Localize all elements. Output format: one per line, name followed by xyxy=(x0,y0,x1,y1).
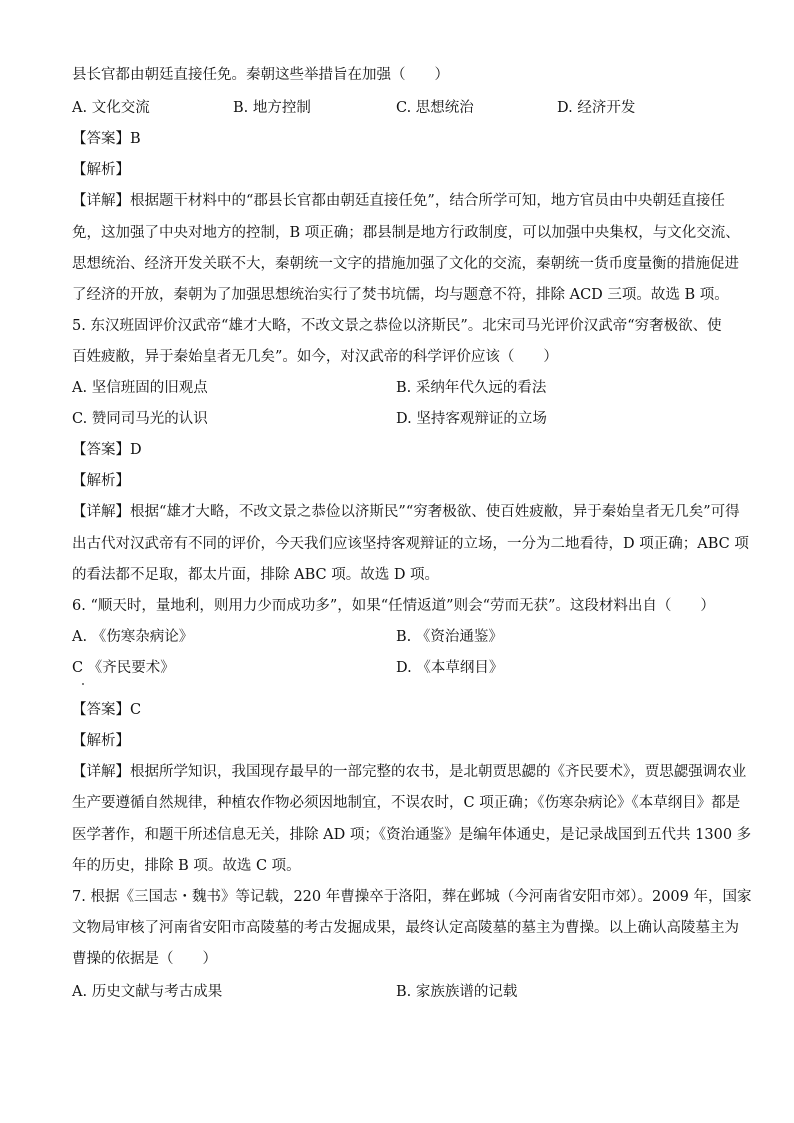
q5-detail-line: 【详解】根据“雄才大略，不改文景之恭俭以济斯民”“穷奢极欲、使百姓疲敝，异于秦始皇者无几矣”可得 xyxy=(72,504,740,520)
q6-stem: 6. “顺天时，量地利，则用力少而成功多”，如果“任情返道”则会“劳而无获”。这段材料出自（ ） xyxy=(72,598,715,614)
q4-option-a: A. 文化交流 xyxy=(72,100,150,116)
q5-option-a: A. 坚信班固的旧观点 xyxy=(72,380,208,396)
stray-dot xyxy=(82,683,84,685)
q5-detail-line: 的看法都不足取，都太片面，排除 ABC 项。故选 D 项。 xyxy=(72,567,440,583)
q4-detail-line: 思想统治、经济开发关联不大，秦朝统一文字的措施加强了文化的交流，秦朝统一货币度量衡的措施促进 xyxy=(72,256,739,272)
q5-option-c: C. 赞同司马光的认识 xyxy=(72,411,208,427)
q4-detail-line: 了经济的开放，秦朝为了加强思想统治实行了焚书坑儒，均与题意不符，排除 ACD 三项。故选 B 项。 xyxy=(72,287,729,303)
q6-detail-line: 【详解】根据所学知识，我国现存最早的一部完整的农书，是北朝贾思勰的《齐民要术》，贾思勰强调农业 xyxy=(72,764,747,780)
q4-analysis-heading: 【解析】 xyxy=(72,162,130,178)
q6-option-b: B. 《资治通鉴》 xyxy=(396,629,503,645)
q4-detail-line: 免，这加强了中央对地方的控制，B 项正确；郡县制是地方行政制度，可以加强中央集权，与文化交流、 xyxy=(72,225,740,241)
q6-answer: 【答案】C xyxy=(72,702,142,718)
q4-option-d: D. 经济开发 xyxy=(557,100,636,116)
q6-option-a: A. 《伤寒杂病论》 xyxy=(72,629,194,645)
q6-analysis-heading: 【解析】 xyxy=(72,733,130,749)
q4-option-b: B. 地方控制 xyxy=(233,100,311,116)
q4-stem-tail: 县长官都由朝廷直接任免。秦朝这些举措旨在加强（ ） xyxy=(72,67,449,83)
q4-answer: 【答案】B xyxy=(72,131,141,147)
q5-stem-line: 5. 东汉班固评价汉武帝“雄才大略，不改文景之恭俭以济斯民”。北宋司马光评价汉武帝“穷奢极欲、使 xyxy=(72,318,722,334)
q6-detail-line: 年的历史，排除 B 项。故选 C 项。 xyxy=(72,858,301,874)
q7-option-a: A. 历史文献与考古成果 xyxy=(72,984,223,1000)
q5-detail-line: 出古代对汉武帝有不同的评价，今天我们应该坚持客观辩证的立场，一分为二地看待，D 项正确；ABC 项 xyxy=(72,536,749,552)
q7-stem-line: 文物局审核了河南省安阳市高陵墓的考古发掘成果，最终认定高陵墓的墓主为曹操。以上确认高陵墓主为 xyxy=(72,920,739,936)
q6-option-c: C 《齐民要术》 xyxy=(72,660,175,676)
q6-detail-line: 医学著作，和题干所述信息无关，排除 AD 项；《资治通鉴》是编年体通史，是记录战国到五代共 1300 多 xyxy=(72,827,752,843)
q5-stem-line: 百姓疲敝，异于秦始皇者无几矣”。如今，对汉武帝的科学评价应该（ ） xyxy=(72,349,558,365)
q4-detail-line: 【详解】根据题干材料中的“郡县长官都由朝廷直接任免”，结合所学可知，地方官员由中央朝廷直接任 xyxy=(72,193,725,209)
q5-analysis-heading: 【解析】 xyxy=(72,473,130,489)
q7-stem-line: 7. 根据《三国志・魏书》等记载，220 年曹操卒于洛阳，葬在邺城（今河南省安阳市郊）。2009 年，国家 xyxy=(72,889,752,905)
q7-stem-line: 曹操的依据是（ ） xyxy=(72,951,217,967)
q4-option-c: C. 思想统治 xyxy=(396,100,474,116)
q6-option-d: D. 《本草纲目》 xyxy=(396,660,504,676)
q6-detail-line: 生产要遵循自然规律，种植农作物必须因地制宜，不误农时，C 项正确；《伤寒杂病论》《本草纲目》都是 xyxy=(72,795,741,811)
q5-answer: 【答案】D xyxy=(72,442,142,458)
q5-option-d: D. 坚持客观辩证的立场 xyxy=(396,411,547,427)
q7-option-b: B. 家族族谱的记载 xyxy=(396,984,518,1000)
q5-option-b: B. 采纳年代久远的看法 xyxy=(396,380,547,396)
